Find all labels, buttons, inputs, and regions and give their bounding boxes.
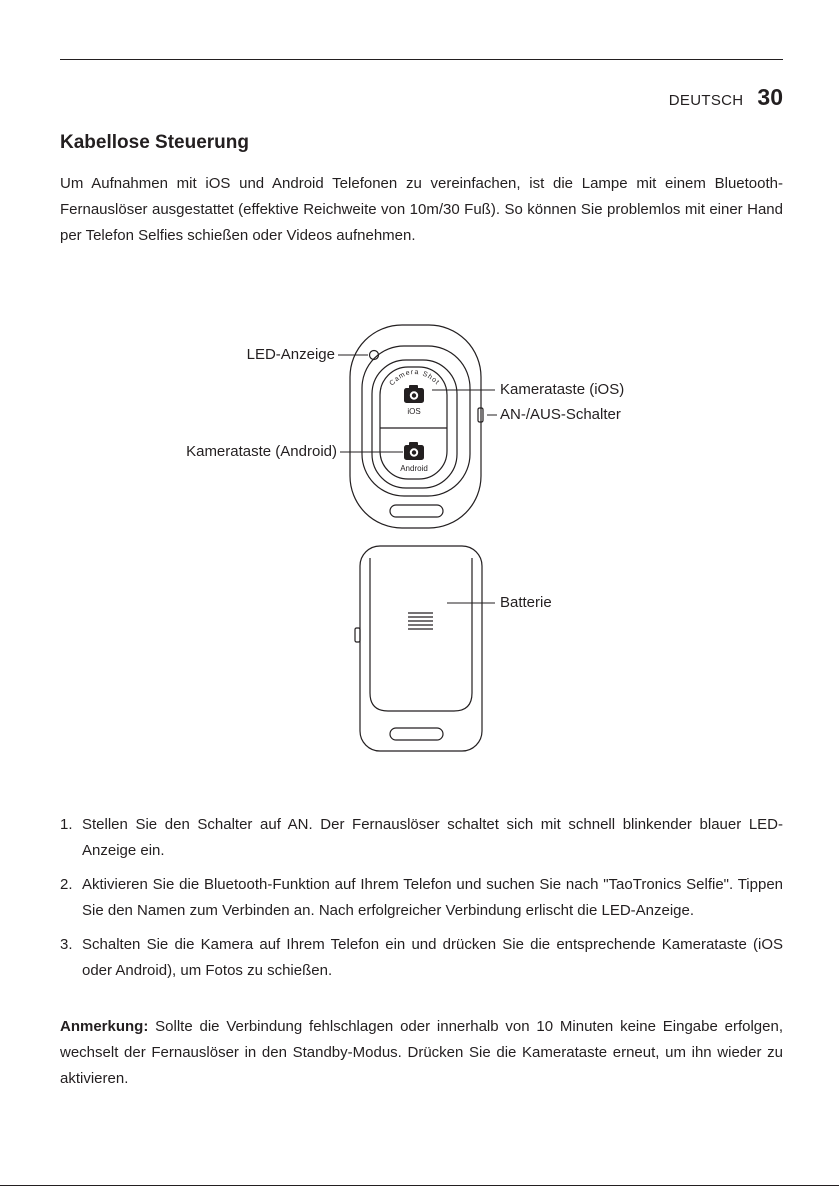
language-label: DEUTSCH	[668, 92, 744, 109]
list-item	[60, 932, 783, 984]
camera-android-label: Kamerataste (Android)	[186, 443, 337, 460]
list-item	[60, 872, 783, 924]
list-item	[60, 812, 783, 864]
android-button-text: Android	[400, 464, 428, 473]
remote-diagram	[150, 318, 650, 758]
step-number: 3.	[60, 936, 73, 953]
step-number: 1.	[60, 816, 73, 833]
camera-android-icon	[404, 442, 424, 460]
bottom-rule	[0, 1185, 839, 1186]
camera-ios-label: Kamerataste (iOS)	[500, 381, 625, 398]
camera-ios-icon	[404, 385, 424, 403]
section-title: Kabellose Steuerung	[60, 132, 249, 153]
step-number: 2.	[60, 876, 73, 893]
step-text: Schalten Sie die Kamera auf Ihrem Telefon ein und drücken Sie die entsprechende Kamerataste (iOS oder Android), um Fotos zu schießen.	[82, 936, 783, 979]
power-switch-label: AN-/AUS-Schalter	[500, 406, 621, 423]
note-label: Anmerkung:	[60, 1018, 149, 1035]
battery-cover	[370, 558, 472, 711]
intro-paragraph: Um Aufnahmen mit iOS und Android Telefonen zu vereinfachen, ist die Lampe mit einem Bluetooth-Fernauslöser ausgestattet (effektive Reichweite von 10m/30 Fuß). So können Sie problemlos mit einer Hand per Telefon Selfies schießen oder Videos aufnehmen.	[60, 175, 783, 244]
battery-label: Batterie	[500, 594, 552, 611]
back-switch-icon	[355, 628, 360, 642]
top-rule	[60, 59, 783, 60]
remote-back-body	[360, 546, 482, 751]
step-text: Stellen Sie den Schalter auf AN. Der Fernauslöser schaltet sich mit schnell blinkender blauer LED-Anzeige ein.	[82, 816, 783, 859]
back-lanyard-hole	[390, 728, 443, 740]
note-paragraph	[60, 1014, 783, 1092]
ios-button-text: iOS	[407, 407, 421, 416]
steps-list	[60, 812, 783, 992]
note-text: Sollte die Verbindung fehlschlagen oder innerhalb von 10 Minuten keine Eingabe erfolgen, wechselt der Fernauslöser in den Standby-Modus. Drücken Sie die Kamerataste erneut, um ihn wieder zu aktivieren.	[60, 1018, 783, 1087]
front-lanyard-hole	[390, 505, 443, 517]
page-number: 30	[757, 84, 783, 110]
page-header	[669, 84, 783, 111]
step-text: Aktivieren Sie die Bluetooth-Funktion auf Ihrem Telefon und suchen Sie nach "TaoTronics Selfie". Tippen Sie den Namen zum Verbinden an. Nach erfolgreicher Verbindung erlischt die LED-Anzeige.	[82, 876, 783, 919]
led-label: LED-Anzeige	[246, 346, 335, 363]
camera-shot-text: Camera Shot	[388, 368, 441, 388]
